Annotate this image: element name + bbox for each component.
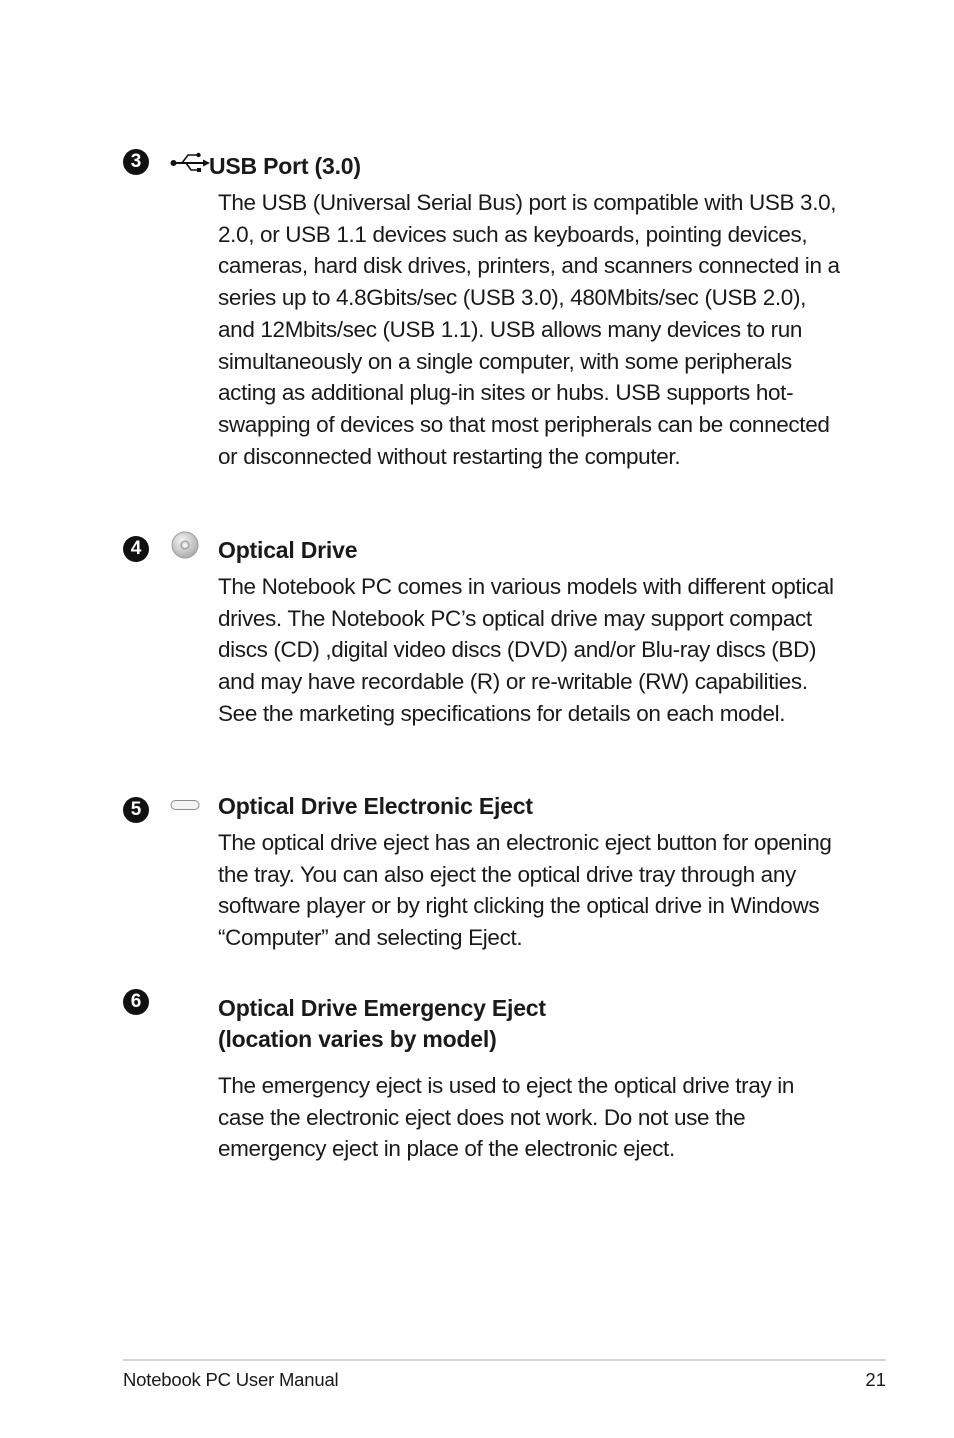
optical-disc-icon bbox=[171, 531, 199, 564]
footer-manual-title: Notebook PC User Manual bbox=[123, 1369, 339, 1390]
section-title: Optical Drive bbox=[218, 537, 358, 563]
section-body: The emergency eject is used to eject the optical drive tray in case the electronic eject does not work. Do not use the emergency eject in place of the electronic eject. bbox=[218, 1073, 795, 1162]
section-title: Optical Drive Electronic Eject bbox=[218, 793, 533, 819]
section-body: The Notebook PC comes in various models with different optical drives. The Notebook PC’s optical drive may support compact discs (CD) ,digital video discs (DVD) and/or Blu-ray discs (BD) and may have recordable (R) or re-writable (RW) capabilities. See the marketing specifications for details on each model. bbox=[218, 574, 834, 726]
section-number-badge: 5 bbox=[123, 797, 149, 823]
section-title: USB Port (3.0) bbox=[209, 153, 361, 179]
section-subtitle: (location varies by model) bbox=[218, 1026, 497, 1052]
section-title: Optical Drive Emergency Eject bbox=[218, 995, 546, 1021]
usb-icon bbox=[170, 152, 210, 179]
section-body: The USB (Universal Serial Bus) port is compatible with USB 3.0, 2.0, or USB 1.1 devices such as keyboards, pointing devices, cameras, hard disk drives, printers, and scanners connected in a series up to 4.8Gbits/sec (USB 3.0), 480Mbits/sec (USB 2.0), and 12Mbits/sec (USB 1.1). USB allows many devices to run simultaneously on a single computer, with some peripherals acting as additional plug-in sites or hubs. USB supports hot-swapping of devices so that most peripherals can be connected or disconnected without restarting the computer. bbox=[218, 190, 840, 469]
section-number-badge: 3 bbox=[123, 149, 149, 175]
section-number-badge: 4 bbox=[123, 536, 149, 562]
footer-divider bbox=[123, 1359, 886, 1361]
section-body: The optical drive eject has an electronic eject button for opening the tray. You can also eject the optical drive tray through any software player or by right clicking the optical drive in Windows “Computer” and selecting Eject. bbox=[218, 830, 832, 951]
section-number-badge: 6 bbox=[123, 989, 149, 1015]
eject-button-icon bbox=[170, 798, 200, 816]
page-number: 21 bbox=[865, 1369, 886, 1390]
